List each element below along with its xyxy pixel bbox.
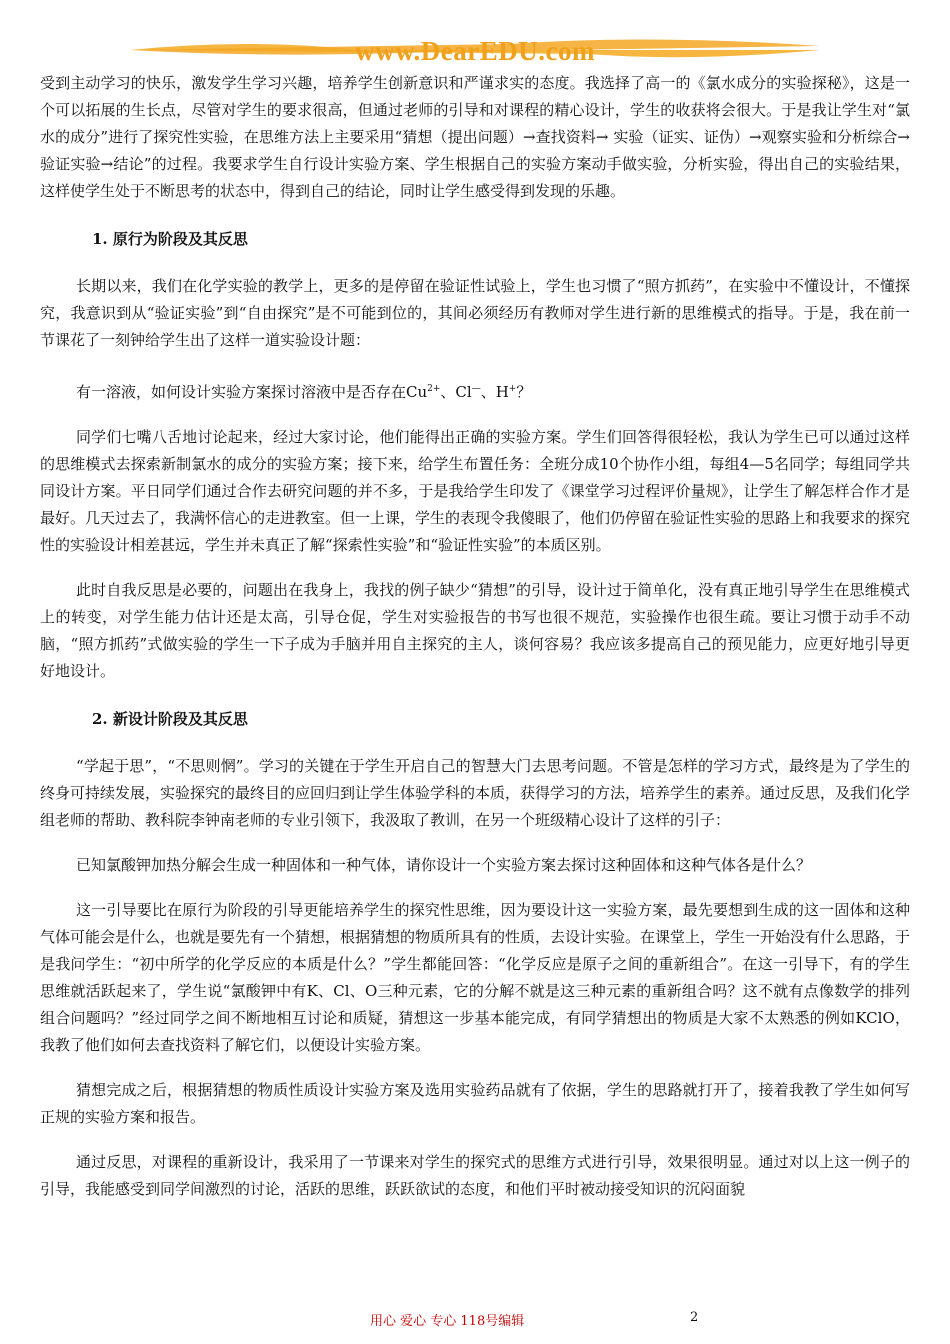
site-brand[interactable]: www.DearEDU.com [355, 36, 595, 66]
question-1-text: 有一溶液，如何设计实验方案探讨溶液中是否存在Cu [76, 383, 428, 401]
section-heading-2: 2. 新设计阶段及其反思 [92, 710, 248, 728]
superscript-charge: — [471, 384, 481, 394]
superscript-charge: 2+ [427, 384, 441, 394]
page-footer [0, 1310, 950, 1334]
paragraph-6: 猜想完成之后，根据猜想的物质性质设计实验方案及选用实验药品就有了依据，学生的思路就打开了，接着我教了学生如何写正规的实验方案和报告。 [40, 1081, 910, 1126]
question-1-text: 、H [480, 383, 509, 401]
superscript-charge: + [508, 384, 517, 394]
question-1-text: ？ [516, 383, 532, 401]
paragraph-4: “学起于思”，“不思则惘”。学习的关键在于学生开启自己的智慧大门去思考问题。不管是怎样的学习方式，最终是为了学生的终身可持续发展，实验探究的最终目的应回归到让学生体验学科的本质，获得学习的方法，培养学生的素养。通过反思，及我们化学组老师的帮助、教科院李钟南老师的专业引领下，我汲取了教训，在另一个班级精心设计了这样的引子： [40, 757, 911, 829]
question-2: 已知氯酸钾加热分解会生成一种固体和一种气体，请你设计一个实验方案去探讨这种固体和这种气体各是什么？ [76, 856, 812, 874]
footer-credit: 用心 爱心 专心 118号编辑 [370, 1314, 525, 1329]
paragraph-5: 这一引导要比在原行为阶段的引导更能培养学生的探究性思维，因为要设计这一实验方案，最先要想到生成的这一固体和这种气体可能会是什么，也就是要先有一个猜想，根据猜想的物质所具有的性质，去设计实验。在课堂上，学生一开始没有什么思路，于是我问学生：“初中所学的化学反应的本质是什么？”学生都能回答：“化学反应是原子之间的重新组合”。在这一引导下，有的学生思维就活跃起来了，学生说“氯酸钾中有K、Cl、O三种元素，它的分解不就是这三种元素的重新组合吗？这不就有点像数学的排列组合问题吗？”经过同学之间不断地相互讨论和质疑，猜想这一步基本能完成，有同学猜想出的物质是大家不太熟悉的例如KClO，我教了他们如何去查找资料了解它们，以便设计实验方案。 [40, 901, 911, 1054]
page-number: 2 [690, 1310, 699, 1325]
paragraph-1: 长期以来，我们在化学实验的教学上，更多的是停留在验证性试验上，学生也习惯了“照方抓药”，在实验中不懂设计，不懂探究，我意识到从“验证实验”到“自由探究”是不可能到位的，其间必须经历有教师对学生进行新的思维模式的指导。于是，我在前一节课花了一刻钟给学生出了这样一道实验设计题： [40, 277, 910, 349]
paragraph-3: 此时自我反思是必要的，问题出在我身上，我找的例子缺少“猜想”的引导，设计过于简单化，没有真正地引导学生在思维模式上的转变，对学生能力估计还是太高，引导仓促，学生对实验报告的书写也很不规范，实验操作也很生疏。要让习惯于动手不动脑，“照方抓药”式做实验的学生一下子成为手脑并用自主探究的主人，谈何容易？我应该多提高自己的预见能力，应更好地引导更好地设计。 [40, 581, 910, 680]
paragraph-intro: 受到主动学习的快乐，激发学生学习兴趣，培养学生创新意识和严谨求实的态度。我选择了高一的《氯水成分的实验探秘》，这是一个可以拓展的生长点，尽管对学生的要求很高，但通过老师的引导和对课程的精心设计，学生的收获将会很大。于是我让学生对“氯水的成分”进行了探究性实验，在思维方法上主要采用“猜想（提出问题）→查找资料→ 实验（证实、证伪）→观察实验和分析综合→验证实验→结论”的过程。我要求学生自行设计实验方案、学生根据自己的实验方案动手做实验，分析实验，得出自己的实验结果，这样使学生处于不断思考的状态中，得到自己的结论，同时让学生感受得到发现的乐趣。 [40, 74, 910, 200]
paragraph-2: 同学们七嘴八舌地讨论起来，经过大家讨论，他们能得出正确的实验方案。学生们回答得很轻松，我认为学生已可以通过这样的思维模式去探索新制氯水的成分的实验方案；接下来，给学生布置任务：全班分成10个协作小组，每组4—5名同学；每组同学共同设计方案。平日同学们通过合作去研究问题的并不多，于是我给学生印发了《课堂学习过程评价量规》，让学生了解怎样合作才是最好。几天过去了，我满怀信心的走进教室。但一上课，学生的表现令我傻眼了，他们仍停留在验证性实验的思路上和我要求的探究性的实验设计相差甚远，学生并未真正了解“探索性实验”和“验证性实验”的本质区别。 [40, 428, 911, 554]
question-1-text: 、Cl [440, 383, 472, 401]
section-heading-1: 1. 原行为阶段及其反思 [92, 230, 248, 248]
article-body [40, 70, 910, 1203]
question-1 [40, 376, 910, 406]
paragraph-7: 通过反思，对课程的重新设计，我采用了一节课来对学生的探究式的思维方式进行引导，效果很明显。通过对以上这一例子的引导，我能感受到同学间激烈的讨论，活跃的思维，跃跃欲试的态度，和他们平时被动接受知识的沉闷面貌 [40, 1153, 910, 1198]
